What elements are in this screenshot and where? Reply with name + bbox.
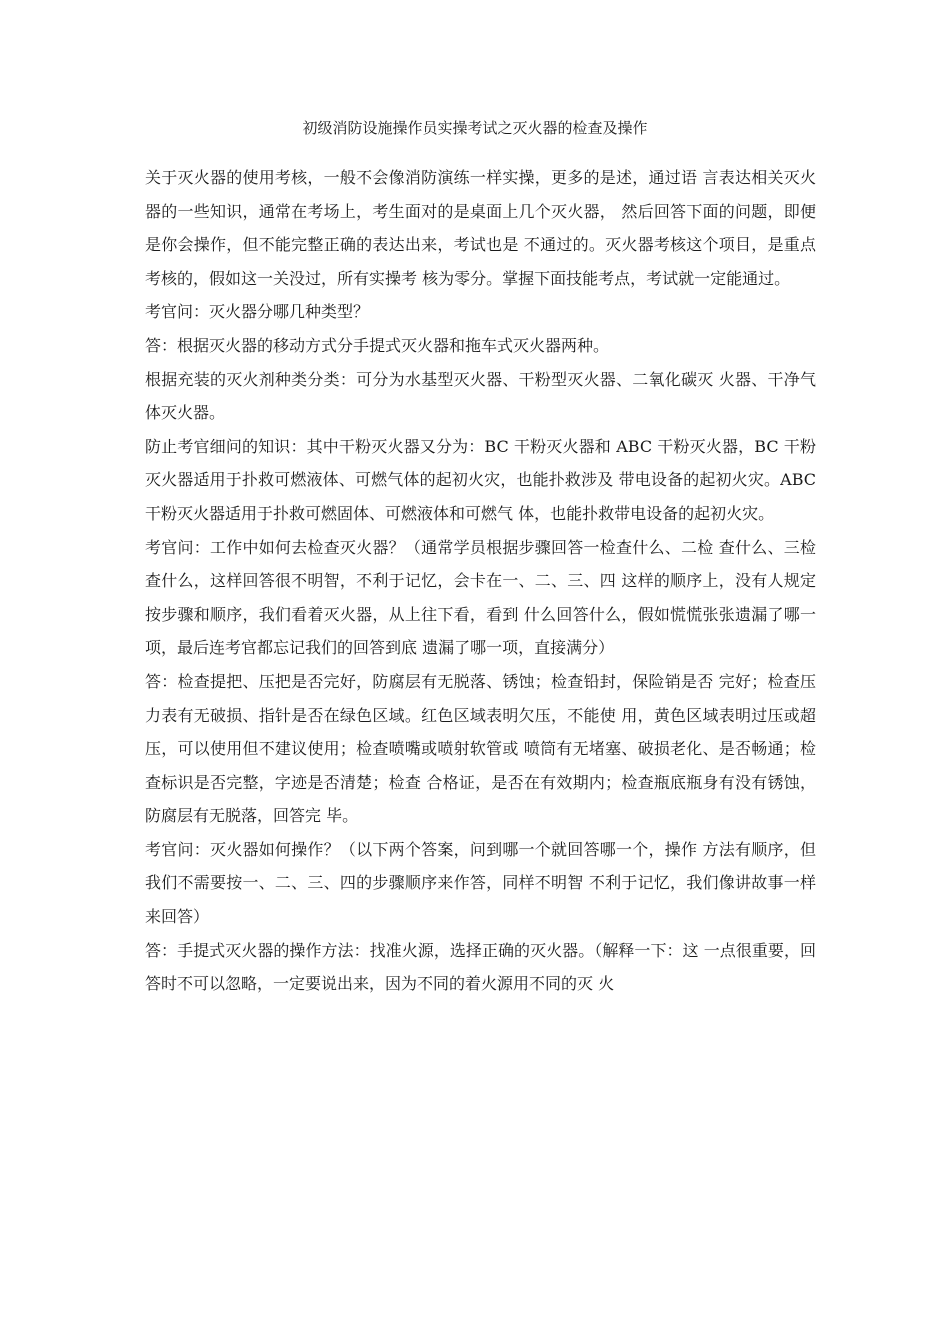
- paragraph-question-types: 考官问：灭火器分哪几种类型？: [145, 302, 370, 322]
- paragraph-intro: 关于灭火器的使用考核，一般不会像消防演练一样实操，更多的是述，通过语 言表达相关灭火器的一些知识，通常在考场上，考生面对的是桌面上几个灭火器， 然后回答下面的问题，即便是你会操作，但不能完整正确的表达出来，考试也是 不通过的。灭火器考核这个项目，是重点考核的，假如这一关没过，所有实操考 核为零分。掌握下面技能考点，考试就一定能通过。: [145, 168, 816, 288]
- paragraph-answer-operate: 答：手提式灭火器的操作方法：找准火源，选择正确的灭火器。（解释一下：这 一点很重要，回答时不可以忽略，一定要说出来，因为不同的着火源用不同的灭 火: [145, 940, 816, 994]
- paragraph-answer-types: 答：根据灭火器的移动方式分手提式灭火器和拖车式灭火器两种。: [145, 335, 610, 355]
- paragraph-question-operate: 考官问：灭火器如何操作？（以下两个答案，问到哪一个就回答哪一个，操作 方法有顺序，但我们不需要按一、二、三、四的步骤顺序来作答，同样不明智 不利于记忆，我们像讲故事一样来回答）: [145, 839, 816, 927]
- document-body: [145, 161, 816, 1001]
- paragraph-question-inspect: 考官问：工作中如何去检查灭火器？（通常学员根据步骤回答一检查什么、二检 查什么、三检查什么，这样回答很不明智，不利于记忆，会卡在一、二、三、四 这样的顺序上，没有人规定按步骤和顺序，我们看着灭火器，从上往下看，看到 什么回答什么，假如慌慌张张遗漏了哪一项，最后连考官都忘记我们的回答到底 遗漏了哪一项，直接满分）: [145, 537, 816, 658]
- document-title: 初级消防设施操作员实操考试之灭火器的检查及操作: [302, 119, 648, 137]
- paragraph-agent-types: 根据充装的灭火剂种类分类：可分为水基型灭火器、干粉型灭火器、二氧化碳灭 火器、干净气体灭火器。: [145, 369, 816, 423]
- paragraph-answer-inspect: 答：检查提把、压把是否完好，防腐层有无脱落、锈蚀；检查铅封，保险销是否 完好；检查压力表有无破损、指针是否在绿色区域。红色区域表明欠压，不能使 用，黄色区域表明过压或超压，可以使用但不建议使用；检查喷嘴或喷射软管或 喷筒有无堵塞、破损老化、是否畅通；检查标识是否完整，字迹是否清楚；检查 合格证，是否在有效期内；检查瓶底瓶身有没有锈蚀，防腐层有无脱落，回答完 毕。: [145, 671, 816, 826]
- paragraph-dry-powder: 防止考官细问的知识：其中干粉灭火器又分为：BC 干粉灭火器和 ABC 干粉灭火器，BC 干粉灭火器适用于扑救可燃液体、可燃气体的起初火灾，也能扑救涉及 带电设备的起初火灾。ABC 干粉灭火器适用于扑救可燃固体、可燃液体和可燃气 体，也能扑救带电设备的起初火灾。: [145, 436, 816, 523]
